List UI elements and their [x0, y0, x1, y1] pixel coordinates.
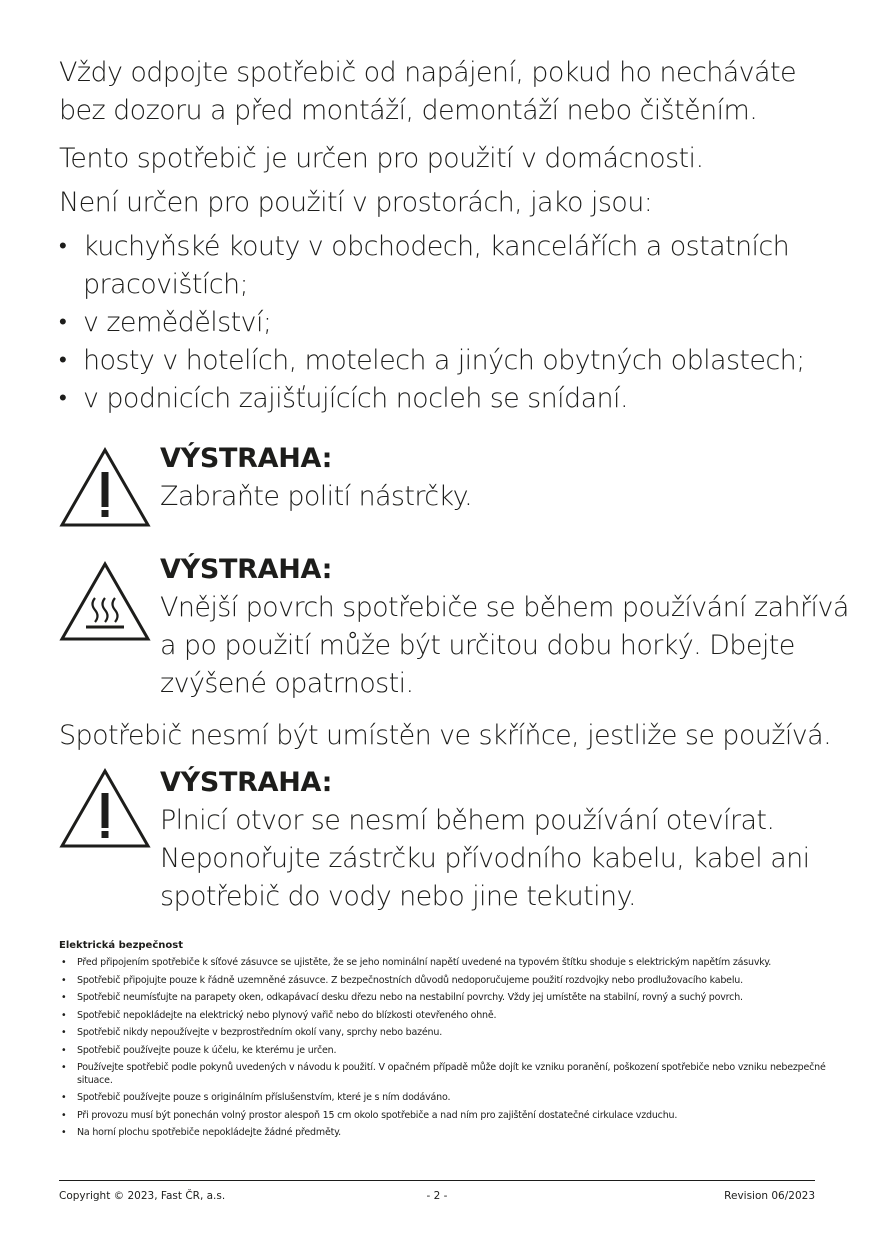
footer-page-number: - 2 -	[426, 1190, 448, 1202]
list-item: • Spotřebič připojujte pouze k řádně uzemněné zásuvce. Z bezpečnostních důvodů nedoporučujeme použití rozdvojky nebo prodlužovacího kabelu.	[59, 975, 829, 988]
list-item: • Spotřebič neumísťujte na parapety oken, odkapávací desku dřezu nebo na nestabilní povrchy. Vždy jej umístěte na stabilní, rovný a suchý povrch.	[59, 992, 829, 1005]
warning-title: VÝSTRAHA:	[160, 554, 333, 585]
electrical-safety-list	[59, 957, 829, 1140]
household-use-paragraph: Tento spotřebič je určen pro použití v domácnosti.	[59, 143, 704, 174]
footer-copyright: Copyright © 2023, Fast ČR, a.s.	[59, 1190, 226, 1202]
list-item: • Používejte spotřebič podle pokynů uvedených v návodu k použití. V opačném případě může dojít ke vzniku poranění, poškození spotřebiče nebo vzniku nebezpečné situace.	[59, 1062, 829, 1087]
list-item: • hosty v hotelích, motelech a jiných obytných oblastech;	[59, 342, 849, 380]
list-item: • Spotřebič používejte pouze s originálním příslušenstvím, které je s ním dodáváno.	[59, 1092, 829, 1105]
list-item: • kuchyňské kouty v obchodech, kancelářích a ostatních pracovištích;	[59, 228, 849, 304]
footer-divider	[59, 1180, 815, 1181]
not-intended-paragraph: Není určen pro použití v prostorách, jako jsou:	[59, 187, 653, 218]
list-item: • Na horní plochu spotřebiče nepokládejte žádné předměty.	[59, 1127, 829, 1140]
section-heading: Elektrická bezpečnost	[59, 940, 183, 951]
warning-text: Vnější povrch spotřebiče se během používání zahřívá a po použití může být určitou dobu horký. Dbejte zvýšené opatrnosti.	[160, 592, 849, 699]
list-item: • v zemědělství;	[59, 304, 849, 342]
list-item: • Spotřebič nikdy nepoužívejte v bezprostředním okolí vany, sprchy nebo bazénu.	[59, 1027, 829, 1040]
warning-text: Plnicí otvor se nesmí během používání otevírat. Neponořujte zástrčku přívodního kabelu, kabel ani spotřebič do vody nebo jine tekutiny.	[160, 805, 810, 912]
exclamation-warning-icon	[59, 446, 151, 528]
excluded-places-list	[59, 228, 849, 418]
hot-surface-warning-icon	[59, 560, 151, 642]
list-item: • Spotřebič používejte pouze k účelu, ke kterému je určen.	[59, 1045, 829, 1058]
intro-paragraph: Vždy odpojte spotřebič od napájení, pokud ho necháváte bez dozoru a před montáží, demontáží nebo čištěním.	[59, 57, 796, 126]
list-item: • v podnicích zajišťujících nocleh se snídaní.	[59, 380, 849, 418]
electrical-safety-section	[59, 939, 829, 1145]
cabinet-paragraph: Spotřebič nesmí být umístěn ve skříňce, jestliže se používá.	[59, 720, 832, 751]
list-item: • Při provozu musí být ponechán volný prostor alespoň 15 cm okolo spotřebiče a nad ním pro zajištění dostatečné cirkulace vzduchu.	[59, 1110, 829, 1123]
list-item: • Spotřebič nepokládejte na elektrický nebo plynový vařič nebo do blízkosti otevřeného ohně.	[59, 1010, 829, 1023]
warning-title: VÝSTRAHA:	[160, 443, 333, 474]
footer-revision: Revision 06/2023	[724, 1190, 815, 1202]
warning-title: VÝSTRAHA:	[160, 767, 333, 798]
warning-text: Zabraňte polití nástrčky.	[160, 481, 473, 512]
exclamation-warning-icon	[59, 767, 151, 849]
list-item: • Před připojením spotřebiče k síťové zásuvce se ujistěte, že se jeho nominální napětí uvedené na typovém štítku shoduje s elektrickým napětím zásuvky.	[59, 957, 829, 970]
